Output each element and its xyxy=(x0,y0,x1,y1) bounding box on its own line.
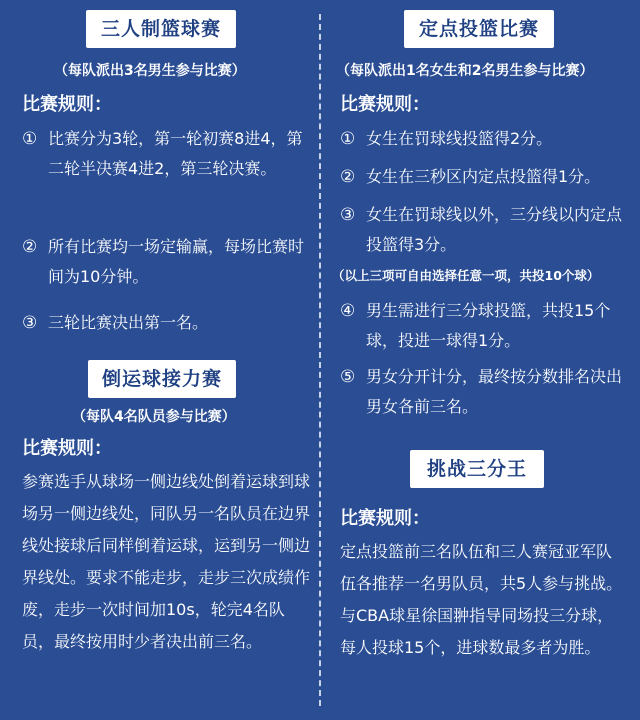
three-on-three-title: 三人制篮球赛 xyxy=(86,10,236,48)
rule-text: 男女分开计分，最终按分数排名决出男女各前三名。 xyxy=(366,367,623,416)
center-divider xyxy=(319,14,321,706)
relay-rules-label: 比赛规则： xyxy=(22,438,112,459)
relay-rules-text: 参赛选手从球场一侧边线处倒着运球到球场另一侧边线处，同队另一名队员在边界线处接球后同样倒着运球，运到另一侧边界线处。要求不能走步，走步三次成绩作废，走步一次时间加10s，轮完4名队员，最终按用时少者决出前三名。 xyxy=(22,472,311,651)
rule-number: ③ xyxy=(22,313,38,333)
relay-title: 倒运球接力赛 xyxy=(88,360,236,398)
three-on-three-rule-1 xyxy=(22,124,306,184)
rule-number: ② xyxy=(22,237,38,257)
fixed-shot-rule-5 xyxy=(340,362,626,422)
three-point-title: 挑战三分王 xyxy=(410,450,544,488)
rule-text: 女生在三秒区内定点投篮得1分。 xyxy=(366,167,601,186)
fixed-shot-rule-1 xyxy=(340,124,626,154)
fixed-shot-note: （以上三项可自由选择任意一项，共投10个球） xyxy=(332,268,600,283)
relay-subtitle: （每队4名队员参与比赛） xyxy=(72,409,236,425)
three-on-three-rule-2 xyxy=(22,232,306,292)
rule-text: 男生需进行三分球投篮，共投15个球，投进一球得1分。 xyxy=(366,301,611,350)
fixed-shot-rule-4 xyxy=(340,296,626,356)
rule-number: ① xyxy=(22,129,38,149)
rule-number: ① xyxy=(340,129,356,149)
rule-text: 所有比赛均一场定输赢，每场比赛时间为10分钟。 xyxy=(48,237,305,286)
three-on-three-subtitle: （每队派出3名男生参与比赛） xyxy=(54,63,246,79)
rule-text: 比赛分为3轮，第一轮初赛8进4，第二轮半决赛4进2，第三轮决赛。 xyxy=(48,129,303,178)
fixed-shot-rule-3 xyxy=(340,200,626,260)
fixed-shot-subtitle: （每队派出1名女生和2名男生参与比赛） xyxy=(336,63,594,79)
three-point-rules-text: 定点投篮前三名队伍和三人赛冠亚军队伍各推荐一名男队员，共5人参与挑战。与CBA球星徐国翀指导同场投三分球，每人投球15个，进球数最多者为胜。 xyxy=(340,542,623,657)
rule-number: ⑤ xyxy=(340,367,356,387)
rule-text: 三轮比赛决出第一名。 xyxy=(48,313,209,332)
three-on-three-rules-label: 比赛规则： xyxy=(22,94,112,115)
rule-number: ③ xyxy=(340,205,356,225)
fixed-shot-title: 定点投篮比赛 xyxy=(404,10,554,48)
fixed-shot-rules-label: 比赛规则： xyxy=(340,94,430,115)
rule-number: ② xyxy=(340,167,356,187)
fixed-shot-rule-2 xyxy=(340,162,626,192)
rule-text: 女生在罚球线以外，三分线以内定点投篮得3分。 xyxy=(366,205,623,254)
rule-number: ④ xyxy=(340,301,356,321)
three-on-three-rule-3 xyxy=(22,308,306,338)
three-point-rules-label: 比赛规则： xyxy=(340,508,430,529)
rule-text: 女生在罚球线投篮得2分。 xyxy=(366,129,553,148)
